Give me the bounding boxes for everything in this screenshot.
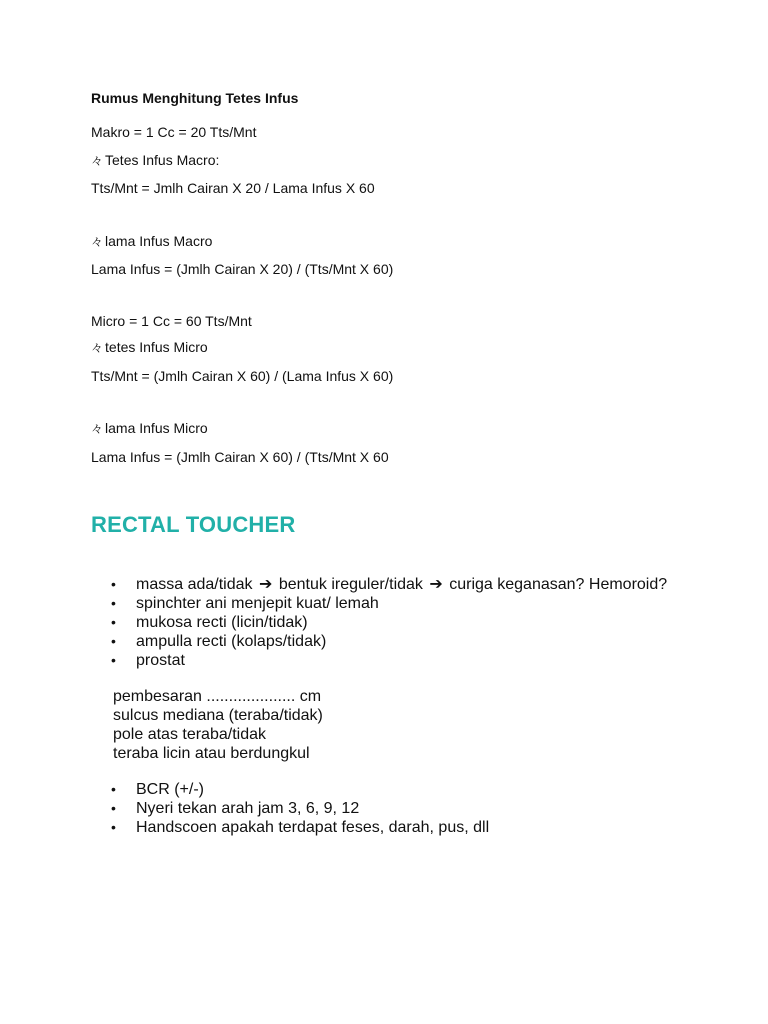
repeat-mark-icon: 々	[91, 341, 104, 355]
list-item-text: spinchter ani menjepit kuat/ lemah	[136, 595, 379, 612]
document-title: Rumus Menghitung Tetes Infus	[91, 90, 299, 106]
prostat-detail-line: pole atas teraba/tidak	[113, 726, 266, 743]
arrow-right-icon: ➔	[258, 576, 273, 593]
rectal-exam-list	[111, 575, 667, 670]
lama-macro-label: lama Infus Macro	[105, 233, 213, 249]
bullet-icon: •	[111, 633, 116, 649]
list-item-text: Nyeri tekan arah jam 3, 6, 9, 12	[136, 800, 360, 817]
lama-macro-formula: Lama Infus = (Jmlh Cairan X 20) / (Tts/Mnt X 60)	[91, 261, 394, 277]
list-item	[111, 818, 489, 837]
list-item-text: Handscoen apakah terdapat feses, darah, pus, dll	[136, 819, 490, 836]
prostat-detail-line: sulcus mediana (teraba/tidak)	[113, 707, 323, 724]
bullet-icon: •	[111, 652, 116, 668]
lama-micro-label-line	[91, 420, 208, 438]
tetes-macro-formula: Tts/Mnt = Jmlh Cairan X 20 / Lama Infus X 60	[91, 180, 375, 196]
repeat-mark-icon: 々	[91, 235, 104, 249]
tetes-micro-formula: Tts/Mnt = (Jmlh Cairan X 60) / (Lama Infus X 60)	[91, 368, 394, 384]
prostat-detail-line: pembesaran .................... cm	[113, 688, 322, 705]
tetes-macro-label: Tetes Infus Macro:	[105, 152, 220, 168]
list-item-text: bentuk ireguler/tidak	[278, 576, 423, 593]
list-item	[111, 799, 489, 818]
prostat-details	[113, 687, 323, 763]
lama-micro-label: lama Infus Micro	[105, 420, 208, 436]
repeat-mark-icon: 々	[91, 422, 104, 436]
list-item-text: massa ada/tidak	[136, 576, 253, 593]
list-item	[111, 651, 667, 670]
bullet-icon: •	[111, 595, 116, 611]
prostat-detail-line: teraba licin atau berdungkul	[113, 745, 310, 762]
arrow-right-icon: ➔	[429, 576, 443, 593]
micro-definition: Micro = 1 Cc = 60 Tts/Mnt	[91, 313, 252, 329]
list-item	[111, 780, 489, 799]
list-item	[111, 632, 667, 651]
bullet-icon: •	[111, 800, 116, 816]
list-item-text: prostat	[136, 652, 185, 669]
lama-micro-formula: Lama Infus = (Jmlh Cairan X 60) / (Tts/Mnt X 60	[91, 449, 389, 465]
section-heading: RECTAL TOUCHER	[91, 512, 296, 537]
bullet-icon: •	[111, 781, 116, 797]
list-item	[111, 594, 667, 613]
tetes-micro-label: tetes Infus Micro	[105, 339, 208, 355]
list-item-text: mukosa recti (licin/tidak)	[136, 614, 308, 631]
tetes-micro-label-line	[91, 339, 208, 357]
list-item-text: curiga keganasan? Hemoroid?	[449, 576, 668, 593]
list-item-text: BCR (+/-)	[136, 781, 204, 798]
bullet-icon: •	[111, 614, 116, 630]
list-item-text: ampulla recti (kolaps/tidak)	[136, 633, 327, 650]
list-item	[111, 575, 667, 594]
lama-macro-label-line	[91, 233, 212, 251]
makro-definition: Makro = 1 Cc = 20 Tts/Mnt	[91, 124, 257, 140]
bullet-icon: •	[111, 819, 116, 835]
bullet-icon: •	[111, 576, 116, 592]
rectal-exam-list-2	[111, 780, 489, 837]
repeat-mark-icon: 々	[91, 154, 104, 168]
list-item	[111, 613, 667, 632]
tetes-macro-label-line	[91, 152, 219, 170]
